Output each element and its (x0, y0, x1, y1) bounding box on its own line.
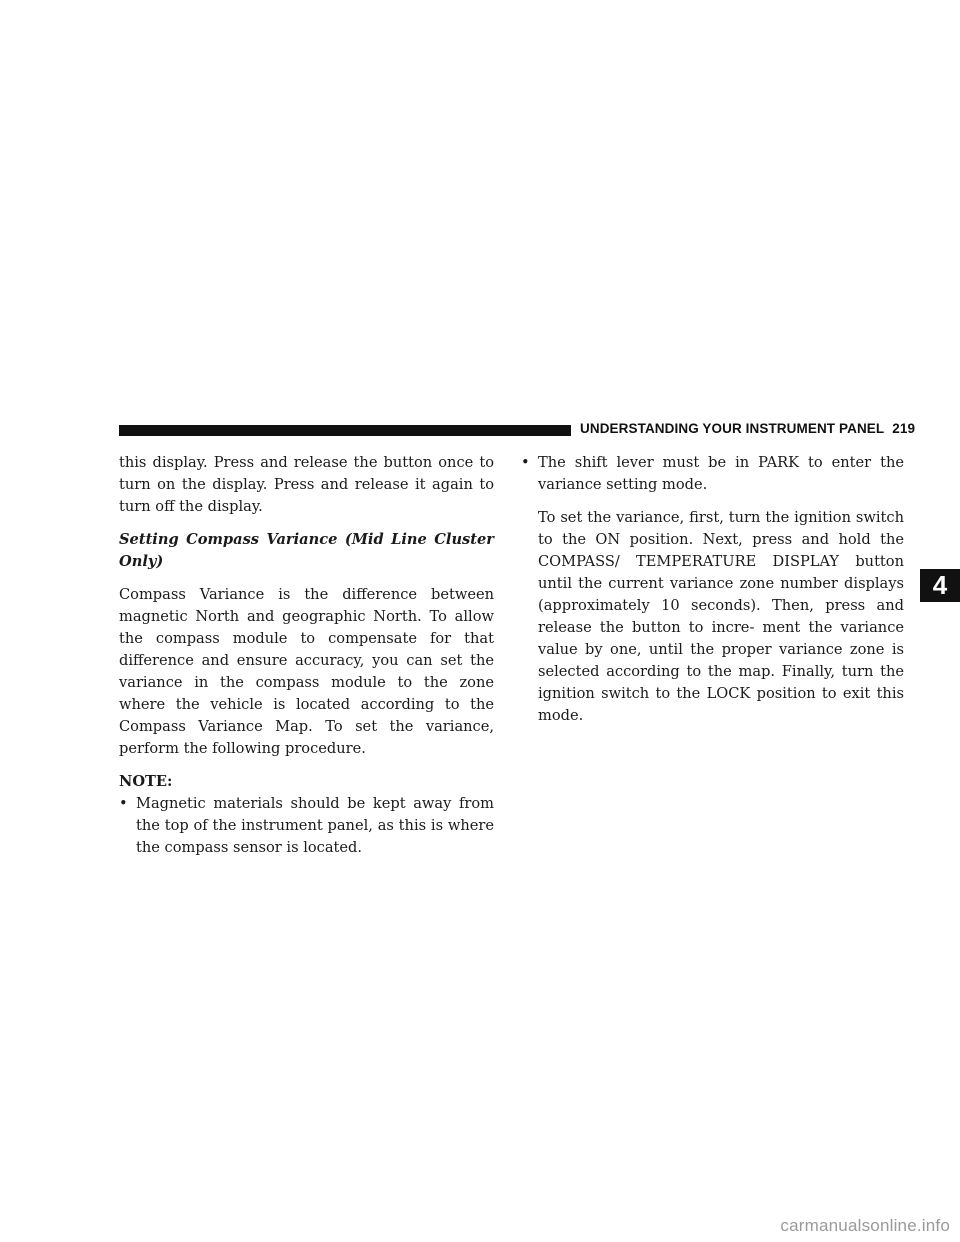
note-label: NOTE: (119, 773, 173, 790)
variance-paragraph: Compass Variance is the difference between magnetic North and geographic North. To allow the compass module to compensate for that difference and ensure accuracy, you can set the variance in the compass module to the zone where the vehicle is located according to the Compass Variance Map. To set the variance, perform the following procedure. (119, 586, 494, 757)
bullet-text: The shift lever must be in PARK to enter the variance setting mode. (538, 454, 904, 493)
continued-paragraph: this display. Press and release the button once to turn on the display. Press and release it again to turn off the display. (119, 454, 494, 515)
bullet-dot: • (119, 795, 128, 812)
section-title: UNDERSTANDING YOUR INSTRUMENT PANEL (580, 421, 885, 436)
chapter-tab: 4 (920, 569, 960, 602)
left-column (119, 452, 494, 859)
bullet-dot: • (521, 454, 530, 471)
procedure-paragraph: To set the variance, first, turn the ignition switch to the ON position. Next, press and hold the COMPASS/ TEMPERATURE DISPLAY button until the current variance zone number displays (approximately 10 seconds). Then, press and release the button to incre- ment the variance value by one, until the proper variance zone is selected according to the map. Finally, turn the ignition switch to the LOCK position to exit this mode. (538, 509, 904, 724)
right-column (521, 452, 904, 727)
page-number: 219 (892, 421, 916, 436)
note-bullet-park (521, 452, 904, 496)
running-header (580, 421, 915, 436)
header-rule (119, 425, 571, 436)
watermark-text: carmanualsonline.info (780, 1216, 950, 1235)
footer-watermark (0, 1212, 960, 1242)
section-subheading: Setting Compass Variance (Mid Line Cluster Only) (119, 531, 494, 570)
note-bullet-magnetic (119, 793, 494, 859)
bullet-text: Magnetic materials should be kept away from the top of the instrument panel, as this is where the compass sensor is located. (136, 795, 494, 856)
